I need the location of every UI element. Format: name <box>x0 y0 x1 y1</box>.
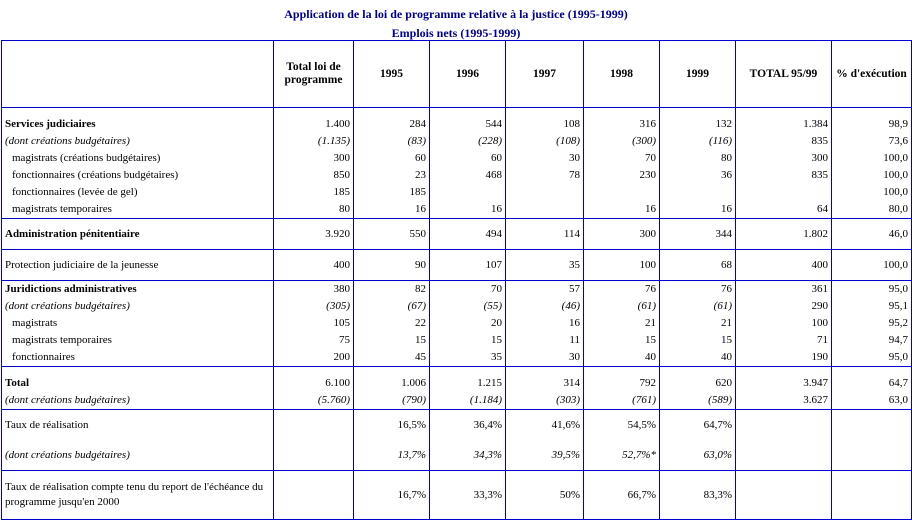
row-label: Taux de réalisation <box>2 410 274 441</box>
row-label: Juridictions administratives <box>2 281 274 299</box>
table-cell: 361 <box>736 281 832 299</box>
table-cell: 80 <box>274 201 354 219</box>
table-cell: 468 <box>430 167 506 184</box>
table-cell: 15 <box>430 332 506 349</box>
table-cell: 60 <box>430 150 506 167</box>
table-cell: 80,0 <box>832 201 912 219</box>
table-cell: 70 <box>430 281 506 299</box>
header-cell: 1995 <box>354 41 430 108</box>
table-cell: 11 <box>506 332 584 349</box>
table-cell: 40 <box>584 349 660 367</box>
table-cell: (761) <box>584 392 660 410</box>
table-cell: 3.920 <box>274 219 354 250</box>
row-label: (dont créations budgétaires) <box>2 392 274 410</box>
table-cell: (67) <box>354 298 430 315</box>
table-cell: 40 <box>660 349 736 367</box>
header-cell: TOTAL 95/99 <box>736 41 832 108</box>
row-label: (dont créations budgétaires) <box>2 298 274 315</box>
table-cell: 63,0% <box>660 440 736 471</box>
table-cell: 98,9 <box>832 108 912 134</box>
table-cell: 68 <box>660 250 736 281</box>
row-label: magistrats (créations budgétaires) <box>2 150 274 167</box>
table-cell: 185 <box>274 184 354 201</box>
table-cell: (300) <box>584 133 660 150</box>
table-cell: 95,0 <box>832 281 912 299</box>
table-cell: 39,5% <box>506 440 584 471</box>
table-cell: 52,7%* <box>584 440 660 471</box>
table-cell: 22 <box>354 315 430 332</box>
table-cell: 50% <box>506 471 584 520</box>
table-row <box>2 367 912 393</box>
row-label: magistrats temporaires <box>2 201 274 219</box>
table-cell: (1.184) <box>430 392 506 410</box>
row-label: Total <box>2 367 274 393</box>
table-cell: 21 <box>660 315 736 332</box>
table-cell: 71 <box>736 332 832 349</box>
row-label: Administration pénitentiaire <box>2 219 274 250</box>
table-row <box>2 471 912 520</box>
table-cell: 290 <box>736 298 832 315</box>
table-cell: 494 <box>430 219 506 250</box>
table-cell: 95,1 <box>832 298 912 315</box>
header-cell: 1999 <box>660 41 736 108</box>
table-cell: 36,4% <box>430 410 506 441</box>
table-cell: 100,0 <box>832 167 912 184</box>
table-cell: 284 <box>354 108 430 134</box>
table-cell: 46,0 <box>832 219 912 250</box>
table-cell: 1.384 <box>736 108 832 134</box>
table-cell <box>736 471 832 520</box>
table-cell: 792 <box>584 367 660 393</box>
table-cell: 16 <box>506 315 584 332</box>
table-cell: (108) <box>506 133 584 150</box>
table-cell: 83,3% <box>660 471 736 520</box>
table-cell: 54,5% <box>584 410 660 441</box>
table-cell: (61) <box>660 298 736 315</box>
table-cell: 100 <box>736 315 832 332</box>
table-cell: 3.627 <box>736 392 832 410</box>
table-cell <box>584 184 660 201</box>
table-cell: 63,0 <box>832 392 912 410</box>
table-cell: (5.760) <box>274 392 354 410</box>
table-cell: 15 <box>660 332 736 349</box>
table-cell: 114 <box>506 219 584 250</box>
table-cell <box>274 410 354 441</box>
table-row <box>2 219 912 250</box>
table-cell: 16 <box>430 201 506 219</box>
table-cell <box>660 184 736 201</box>
table-cell: 400 <box>274 250 354 281</box>
table-cell: 850 <box>274 167 354 184</box>
table-cell: 344 <box>660 219 736 250</box>
table-cell <box>274 440 354 471</box>
table-cell: 15 <box>354 332 430 349</box>
table-row <box>2 250 912 281</box>
table-cell: 34,3% <box>430 440 506 471</box>
header-cell: 1996 <box>430 41 506 108</box>
table-cell: 835 <box>736 167 832 184</box>
table-cell: 544 <box>430 108 506 134</box>
row-label: Services judiciaires <box>2 108 274 134</box>
table-cell: 100,0 <box>832 250 912 281</box>
table-cell: (790) <box>354 392 430 410</box>
table-row <box>2 315 912 332</box>
document-title: Application de la loi de programme relative à la justice (1995-1999) <box>284 7 628 21</box>
table-cell: 100 <box>584 250 660 281</box>
table-cell: 400 <box>736 250 832 281</box>
table-cell: 1.215 <box>430 367 506 393</box>
table-cell: 132 <box>660 108 736 134</box>
table-cell: 300 <box>584 219 660 250</box>
table-cell: 23 <box>354 167 430 184</box>
table-row <box>2 201 912 219</box>
row-label: magistrats temporaires <box>2 332 274 349</box>
table-cell: 60 <box>354 150 430 167</box>
employment-table <box>1 40 912 520</box>
row-label: fonctionnaires (levée de gel) <box>2 184 274 201</box>
table-cell <box>832 410 912 441</box>
table-cell: 15 <box>584 332 660 349</box>
table-cell: 64 <box>736 201 832 219</box>
table-cell: (83) <box>354 133 430 150</box>
table-row <box>2 298 912 315</box>
table-row <box>2 392 912 410</box>
table-cell: 16 <box>660 201 736 219</box>
table-row <box>2 150 912 167</box>
table-cell <box>506 201 584 219</box>
table-cell: 36 <box>660 167 736 184</box>
table-cell: 82 <box>354 281 430 299</box>
row-label: fonctionnaires (créations budgétaires) <box>2 167 274 184</box>
table-cell: 73,6 <box>832 133 912 150</box>
table-cell: (46) <box>506 298 584 315</box>
header-cell <box>2 41 274 108</box>
table-cell <box>832 440 912 471</box>
table-cell: 3.947 <box>736 367 832 393</box>
table-cell: 230 <box>584 167 660 184</box>
table-row <box>2 349 912 367</box>
table-cell: 75 <box>274 332 354 349</box>
document-subtitle: Emplois nets (1995-1999) <box>391 26 521 40</box>
table-cell: 80 <box>660 150 736 167</box>
table-cell: 66,7% <box>584 471 660 520</box>
table-cell: 16,5% <box>354 410 430 441</box>
table-body <box>2 108 912 520</box>
table-cell: 33,3% <box>430 471 506 520</box>
table-cell: 95,2 <box>832 315 912 332</box>
table-cell: 78 <box>506 167 584 184</box>
table-cell: 13,7% <box>354 440 430 471</box>
header-cell: 1998 <box>584 41 660 108</box>
table-cell: 200 <box>274 349 354 367</box>
table-cell: 835 <box>736 133 832 150</box>
header-cell: % d'exécution <box>832 41 912 108</box>
table-cell: 100,0 <box>832 184 912 201</box>
table-cell: 620 <box>660 367 736 393</box>
table-row <box>2 410 912 441</box>
table-cell: 76 <box>584 281 660 299</box>
table-cell: 550 <box>354 219 430 250</box>
table-cell: (303) <box>506 392 584 410</box>
header-cell: 1997 <box>506 41 584 108</box>
table-cell: 300 <box>274 150 354 167</box>
table-cell: 94,7 <box>832 332 912 349</box>
table-row <box>2 281 912 299</box>
table-cell: (116) <box>660 133 736 150</box>
table-cell: (305) <box>274 298 354 315</box>
table-cell: 316 <box>584 108 660 134</box>
table-cell: (61) <box>584 298 660 315</box>
row-label: Protection judiciaire de la jeunesse <box>2 250 274 281</box>
table-cell <box>274 471 354 520</box>
table-row <box>2 133 912 150</box>
table-row <box>2 332 912 349</box>
table-cell: 21 <box>584 315 660 332</box>
table-cell: 45 <box>354 349 430 367</box>
table-cell: 16,7% <box>354 471 430 520</box>
table-cell: 107 <box>430 250 506 281</box>
row-label: (dont créations budgétaires) <box>2 133 274 150</box>
table-cell: 1.802 <box>736 219 832 250</box>
header-cell: Total loi de programme <box>274 41 354 108</box>
table-cell <box>736 440 832 471</box>
table-cell: 90 <box>354 250 430 281</box>
table-cell: 20 <box>430 315 506 332</box>
row-label: magistrats <box>2 315 274 332</box>
table-cell: (589) <box>660 392 736 410</box>
table-cell: 190 <box>736 349 832 367</box>
table-cell: 105 <box>274 315 354 332</box>
table-cell: 35 <box>430 349 506 367</box>
table-cell <box>430 184 506 201</box>
table-cell: (1.135) <box>274 133 354 150</box>
row-label: fonctionnaires <box>2 349 274 367</box>
table-cell: 30 <box>506 349 584 367</box>
table-cell: 300 <box>736 150 832 167</box>
table-cell: 16 <box>354 201 430 219</box>
table-cell: 57 <box>506 281 584 299</box>
table-cell: 41,6% <box>506 410 584 441</box>
table-cell: (228) <box>430 133 506 150</box>
table-cell: 76 <box>660 281 736 299</box>
table-cell: 185 <box>354 184 430 201</box>
table-cell: 380 <box>274 281 354 299</box>
table-cell: 100,0 <box>832 150 912 167</box>
table-row <box>2 440 912 471</box>
table-row <box>2 184 912 201</box>
table-cell <box>736 184 832 201</box>
table-cell <box>506 184 584 201</box>
table-cell: 108 <box>506 108 584 134</box>
table-cell: 16 <box>584 201 660 219</box>
row-label: (dont créations budgétaires) <box>2 440 274 471</box>
table-cell: 1.006 <box>354 367 430 393</box>
table-cell: (55) <box>430 298 506 315</box>
table-cell <box>736 410 832 441</box>
table-cell: 64,7 <box>832 367 912 393</box>
table-cell: 314 <box>506 367 584 393</box>
table-cell: 1.400 <box>274 108 354 134</box>
table-cell: 6.100 <box>274 367 354 393</box>
table-row <box>2 167 912 184</box>
table-cell: 64,7% <box>660 410 736 441</box>
table-cell: 70 <box>584 150 660 167</box>
table-cell: 35 <box>506 250 584 281</box>
table-cell <box>832 471 912 520</box>
table-cell: 30 <box>506 150 584 167</box>
row-label: Taux de réalisation compte tenu du report de l'échéance du programme jusqu'en 2000 <box>2 471 274 520</box>
table-row <box>2 108 912 134</box>
header-row <box>2 41 912 108</box>
table-cell: 95,0 <box>832 349 912 367</box>
